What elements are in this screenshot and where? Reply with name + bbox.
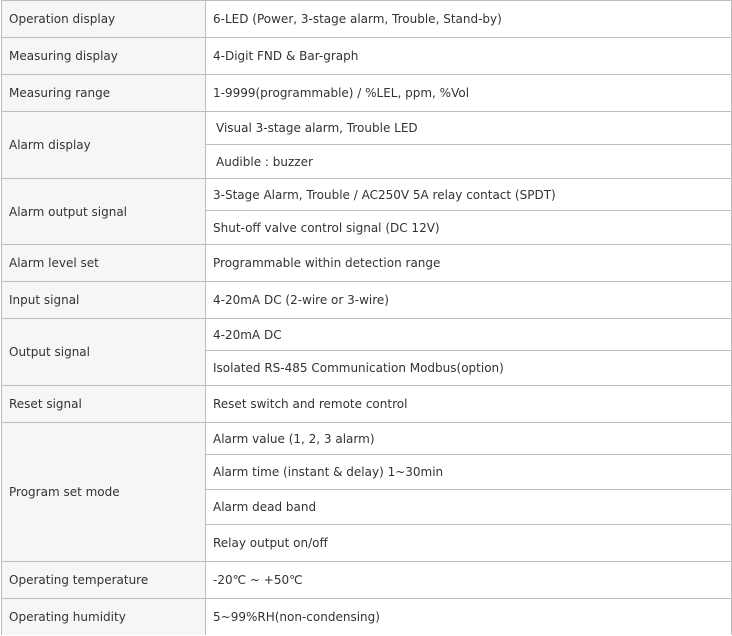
spec-label-program-set-mode: Program set mode: [2, 423, 206, 562]
spec-value-alarm-output-valve: Shut-off valve control signal (DC 12V): [206, 211, 732, 245]
spec-value-reset-signal: Reset switch and remote control: [206, 386, 732, 423]
spec-value-program-alarm-time: Alarm time (instant & delay) 1~30min: [206, 455, 732, 490]
specification-table-body: [2, 1, 732, 635]
spec-value-operating-temperature: -20℃ ~ +50℃: [206, 562, 732, 599]
table-row: [2, 112, 732, 145]
table-row: [2, 282, 732, 319]
table-row: [2, 562, 732, 599]
table-row: [2, 75, 732, 112]
spec-label-reset-signal: Reset signal: [2, 386, 206, 423]
spec-value-output-signal-rs485: Isolated RS-485 Communication Modbus(option): [206, 351, 732, 386]
table-row: [2, 245, 732, 282]
spec-value-measuring-range: 1-9999(programmable) / %LEL, ppm, %Vol: [206, 75, 732, 112]
table-row: [2, 319, 732, 351]
spec-value-measuring-display: 4-Digit FND & Bar-graph: [206, 38, 732, 75]
spec-label-measuring-display: Measuring display: [2, 38, 206, 75]
spec-value-output-signal-analog: 4-20mA DC: [206, 319, 732, 351]
spec-value-alarm-output-relay: 3-Stage Alarm, Trouble / AC250V 5A relay contact (SPDT): [206, 179, 732, 211]
table-row: [2, 599, 732, 635]
spec-value-alarm-display-audible: Audible : buzzer: [206, 145, 732, 179]
specification-table: [1, 0, 732, 635]
spec-label-alarm-display: Alarm display: [2, 112, 206, 179]
spec-value-program-relay-output: Relay output on/off: [206, 525, 732, 562]
spec-label-output-signal: Output signal: [2, 319, 206, 386]
spec-value-operation-display: 6-LED (Power, 3-stage alarm, Trouble, Stand-by): [206, 1, 732, 38]
spec-value-operating-humidity: 5~99%RH(non-condensing): [206, 599, 732, 635]
table-row: [2, 1, 732, 38]
spec-label-operating-temperature: Operating temperature: [2, 562, 206, 599]
spec-label-alarm-output-signal: Alarm output signal: [2, 179, 206, 245]
spec-value-program-dead-band: Alarm dead band: [206, 490, 732, 525]
spec-label-input-signal: Input signal: [2, 282, 206, 319]
table-row: [2, 423, 732, 455]
spec-value-input-signal: 4-20mA DC (2-wire or 3-wire): [206, 282, 732, 319]
spec-label-measuring-range: Measuring range: [2, 75, 206, 112]
table-row: [2, 386, 732, 423]
spec-value-alarm-level-set: Programmable within detection range: [206, 245, 732, 282]
spec-label-operating-humidity: Operating humidity: [2, 599, 206, 635]
spec-value-alarm-display-visual: Visual 3-stage alarm, Trouble LED: [206, 112, 732, 145]
spec-label-operation-display: Operation display: [2, 1, 206, 38]
spec-value-program-alarm-value: Alarm value (1, 2, 3 alarm): [206, 423, 732, 455]
table-row: [2, 179, 732, 211]
spec-label-alarm-level-set: Alarm level set: [2, 245, 206, 282]
table-row: [2, 38, 732, 75]
